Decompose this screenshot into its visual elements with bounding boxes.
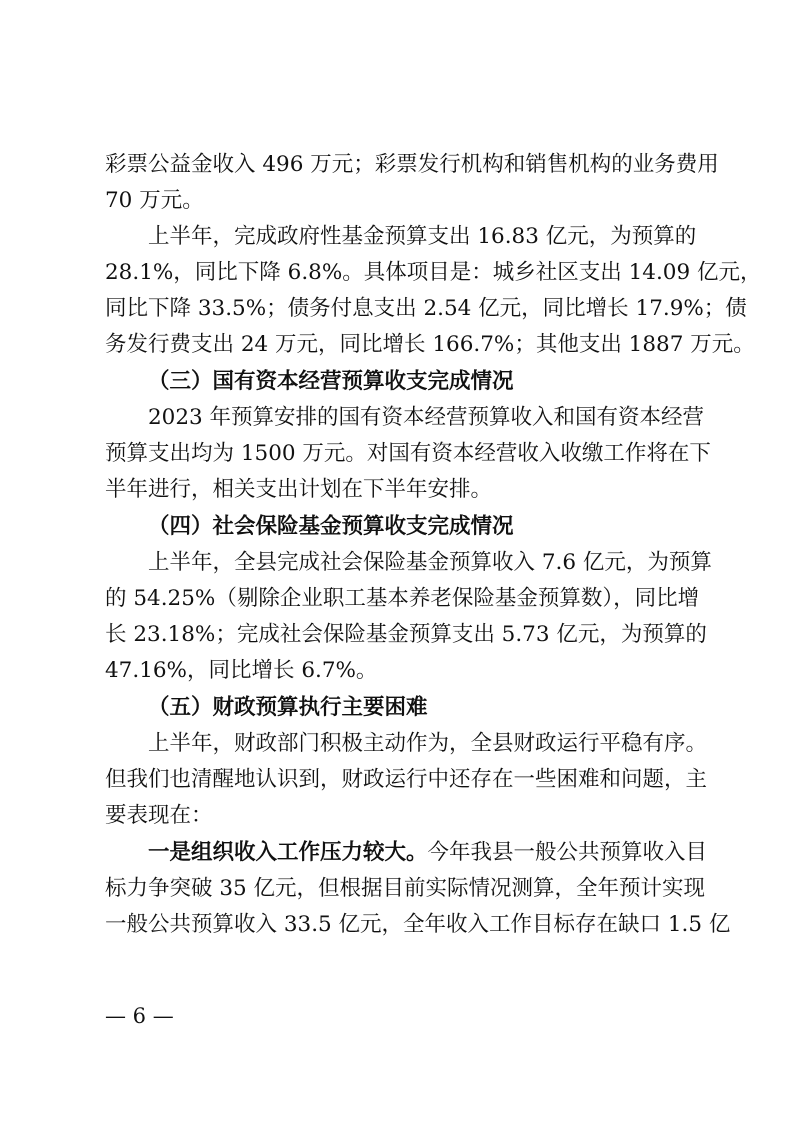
text-line: 务发行费支出 24 万元，同比增长 166.7%；其他支出 1887 万元。 <box>105 332 755 357</box>
text-line: 28.1%，同比下降 6.8%。具体项目是：城乡社区支出 14.09 亿元， <box>105 260 762 285</box>
text-line: 同比下降 33.5%；债务付息支出 2.54 亿元，同比增长 17.9%；债 <box>105 296 747 321</box>
text-line: 长 23.18%；完成社会保险基金预算支出 5.73 亿元，为预算的 <box>105 622 707 647</box>
text-line: 47.16%，同比增长 6.7%。 <box>105 658 378 683</box>
page-number: — 6 — <box>105 1004 174 1028</box>
paragraph-start: 上半年，财政部门积极主动作为，全县财政运行平稳有序。 <box>148 731 708 756</box>
paragraph-start: 2023 年预算安排的国有资本经营预算收入和国有资本经营 <box>148 405 705 430</box>
text-line: 但我们也清醒地认识到，财政运行中还存在一些困难和问题，主 <box>105 767 708 792</box>
paragraph-start: 上半年，全县完成社会保险基金预算收入 7.6 亿元，为预算 <box>148 550 712 575</box>
text-line: 标力争突破 35 亿元，但根据目前实际情况测算，全年预计实现 <box>105 876 706 901</box>
bold-lead-text: 一是组织收入工作压力较大。 <box>148 840 428 865</box>
section-heading: （四）社会保险基金预算收支完成情况 <box>148 514 514 539</box>
text-line: 70 万元。 <box>105 188 204 213</box>
text-line: 要表现在： <box>105 803 213 828</box>
text-line: 预算支出均为 1500 万元。对国有资本经营收入收缴工作将在下 <box>105 441 711 466</box>
text-line: 的 54.25%（剔除企业职工基本养老保险基金预算数），同比增 <box>105 586 700 611</box>
text-line: 半年进行，相关支出计划在下半年安排。 <box>105 477 493 502</box>
section-heading: （三）国有资本经营预算收支完成情况 <box>148 369 514 394</box>
section-heading: （五）财政预算执行主要困难 <box>148 695 428 720</box>
paragraph-start: 上半年，完成政府性基金预算支出 16.83 亿元，为预算的 <box>148 224 697 249</box>
paragraph-start <box>148 838 708 868</box>
text-line: 一般公共预算收入 33.5 亿元，全年收入工作目标存在缺口 1.5 亿 <box>105 912 731 937</box>
text-line: 彩票公益金收入 496 万元；彩票发行机构和销售机构的业务费用 <box>105 152 719 177</box>
text-run: 今年我县一般公共预算收入目 <box>427 840 708 865</box>
